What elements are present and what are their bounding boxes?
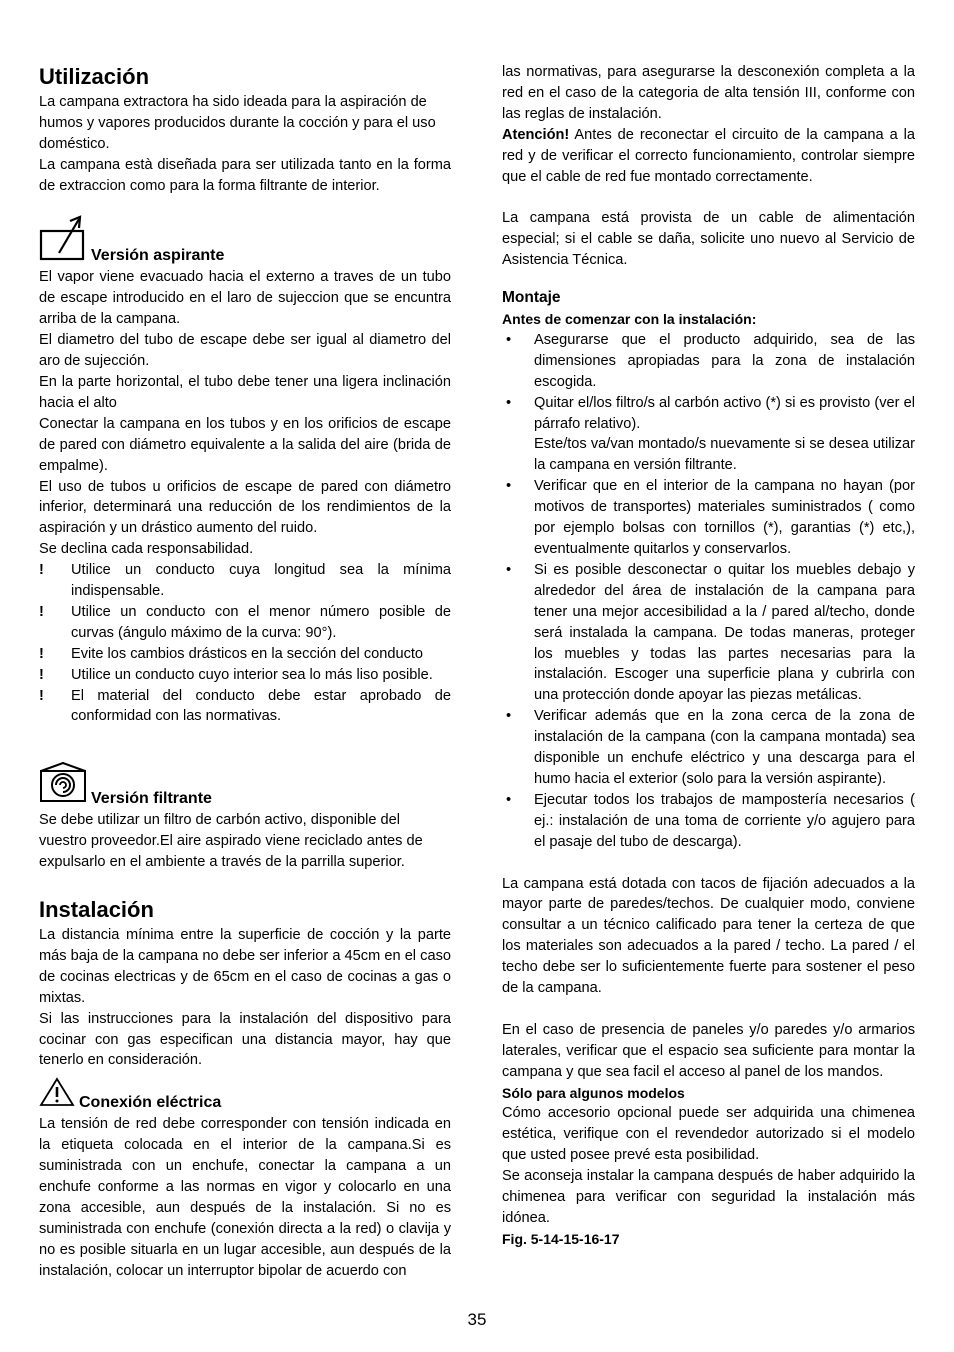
- cable-paragraph: La campana está provista de un cable de alimentación especial; si el cable se daña, solicite uno nuevo al Servicio de Asistencia Técnica.: [502, 210, 915, 269]
- aspirante-paragraph-1: El vapor viene evacuado hacia el externo a traves de un tubo de escape introducido en el laro de sujeccion que se encuntra arriba de la campana.: [39, 269, 451, 328]
- filtrante-heading: Versión filtrante: [91, 790, 212, 808]
- aspirante-paragraph-4: Conectar la campana en los tubos y en los orificios de escape de pared con diámetro equivalente a la salida del aire (brida de empalme).: [39, 415, 451, 474]
- aspirante-heading: Versión aspirante: [91, 247, 225, 265]
- list-item: ! Utilice un conducto con el menor número posible de curvas (ángulo máximo de la curva: 90°).: [39, 603, 451, 641]
- figure-reference: Fig. 5-14-15-16-17: [502, 1230, 620, 1247]
- utilizacion-paragraph-1: La campana extractora ha sido ideada para la aspiración de humos y vapores producidos durante la cocción y para el uso doméstico.: [39, 94, 436, 152]
- list-item: • Verificar además que en la zona cerca de la zona de instalación de la campana (con la campana montada) sea disponible un enchufe eléctrico y una descarga para el humo hacia el exterior (solo para la versión aspirante).: [506, 708, 915, 787]
- recirculation-hood-icon: [39, 761, 87, 810]
- aspirante-paragraph-2: El diametro del tubo de escape debe ser igual al diametro del aro de sujección.: [39, 332, 451, 370]
- warning-icon: [39, 1077, 75, 1114]
- aconseja-paragraph: Se aconseja instalar la campana después de haber adquirido la chimenea para verificar con seguridad la instalación más idónea.: [502, 1168, 915, 1226]
- list-item: ! Utilice un conducto cuya longitud sea la mínima indispensable.: [39, 562, 451, 600]
- filtrante-heading-row: [39, 761, 451, 810]
- ducted-hood-icon: [39, 211, 87, 268]
- conducto-list: [39, 560, 451, 727]
- list-item: ! El material del conducto debe estar aprobado de conformidad con las normativas.: [39, 687, 451, 725]
- instalacion-paragraph-2: Si las instrucciones para la instalación del dispositivo para cocinar con gas especifican una distancia mayor, hay que tenerlo en consideración.: [39, 1010, 451, 1069]
- list-item: • Si es posible desconectar o quitar los muebles debajo y alrededor del área de instalación de la campana para tener una mejor accesibilidad a la / pared al/techo, donde será instalada la campana. De todas maneras, proteger los muebles y todas las partes necesarias para la instalación. Escoger una superficie plana y cubrirla con una protección donde apoyar las piezas metálicas.: [506, 561, 915, 704]
- aspirante-paragraph-6: Se declina cada responsabilidad.: [39, 541, 254, 558]
- list-item: ! Evite los cambios drásticos en la sección del conducto: [39, 645, 424, 662]
- atencion-label: Atención!: [502, 126, 570, 143]
- list-item: • Asegurarse que el producto adquirido, sea de las dimensiones apropiadas para la zona de instalación escogida.: [506, 331, 915, 390]
- page-number: 35: [467, 1310, 487, 1329]
- solo-modelos-heading: Sólo para algunos modelos: [502, 1084, 685, 1101]
- right-column: [502, 62, 915, 1250]
- list-item: • Verificar que en el interior de la campana no hayan (por motivos de transportes) materiales suministrados ( como por ejemplo bolsas con tornillos (*), garantias (*) etc,), eventualmente quitarlos y conservarlos.: [506, 478, 915, 558]
- montaje-subheading: Antes de comenzar con la instalación:: [502, 311, 757, 328]
- instalacion-paragraph-1: La distancia mínima entre la superficie de cocción y la parte más baja de la campana no debe ser inferior a 45cm en el caso de cocinas electricas y de 65cm en el caso de cocinas a gas o mixtas.: [39, 927, 451, 1006]
- atencion-paragraph: Atención! Antes de reconectar el circuito de la campana a la red y de verificar el correcto funcionamiento, controlar siempre que el cable de red fue montado correctamente.: [502, 126, 915, 185]
- list-item: • Ejecutar todos los trabajos de mampostería necesarios ( ej.: instalación de una toma de corriente y/o agujero para el pasaje del tubo de descarga).: [506, 791, 915, 850]
- filtrante-paragraph-1: Se debe utilizar un filtro de carbón activo, disponible del vuestro proveedor.El aire aspirado viene reciclado antes de expulsarlo en el ambiente a través de la parrilla superior.: [39, 812, 423, 871]
- chimenea-paragraph: Cómo accesorio opcional puede ser adquirida una chimenea estética, verifique con el revendedor autorizado si el modelo que usted posee prevé esta posibilidad.: [502, 1105, 915, 1164]
- aspirante-heading-row: [39, 211, 451, 268]
- normativas-paragraph: las normativas, para asegurarse la desconexión completa a la red en el caso de la categoria de alta tensión III, conforme con las reglas de instalación.: [502, 64, 915, 122]
- montaje-heading: Montaje: [502, 289, 561, 307]
- montaje-list: [502, 330, 915, 853]
- conexion-heading: Conexión eléctrica: [79, 1094, 222, 1112]
- list-item: ! Utilice un conducto cuyo interior sea lo más liso posible.: [39, 666, 433, 683]
- instalacion-heading: Instalación: [39, 897, 154, 922]
- list-item: • Quitar el/los filtro/s al carbón activo (*) si es provisto (ver el párrafo relativo). Este/tos va/van montado/s nuevamente si se desea utilizar la campana en versión filtrante.: [506, 394, 915, 474]
- aspirante-paragraph-5: El uso de tubos u orificios de escape de pared con diámetro inferior, determinará una reducción de los rendimientos de la aspiración y un drástico aumento del ruido.: [39, 478, 451, 537]
- tacos-paragraph: La campana está dotada con tacos de fijación adecuados a la mayor parte de paredes/techos. De cualquier modo, conviene consultar a un técnico calificado para tener la certeza de que los materiales son adecuados a la pared / techo. La pared / el techo debe ser lo suficientemente fuerte para sostener el peso de la campana.: [502, 875, 915, 997]
- left-column: [39, 62, 451, 1282]
- utilizacion-paragraph-2: La campana està diseñada para ser utilizada tanto en la forma de extraccion como para la forma filtrante de interior.: [39, 156, 451, 194]
- conexion-paragraph-1: La tensión de red debe corresponder con tensión indicada en la etiqueta colocada en el interior de la campana.Si es suministrada con un enchufe, conectar la campana a un enchufe conforme a las normas en vigor y colocarlo en una zona accesible, aun después de la instalación. Si no es suministrada con enchufe (conexión directa a la red) o clavija y no es posible situarla en un lugar accesible, aun después de la instalación, colocar un interruptor bipolar de acuerdo con: [39, 1116, 451, 1279]
- conexion-heading-row: [39, 1077, 451, 1114]
- utilizacion-heading: Utilización: [39, 64, 150, 89]
- aspirante-paragraph-3: En la parte horizontal, el tubo debe tener una ligera inclinación hacia el alto: [39, 373, 451, 411]
- paneles-paragraph: En el caso de presencia de paneles y/o paredes y/o armarios laterales, verificar que el espacio sea suficiente para montar la campana y que sea facil el acceso al panel de los mandos.: [502, 1021, 915, 1080]
